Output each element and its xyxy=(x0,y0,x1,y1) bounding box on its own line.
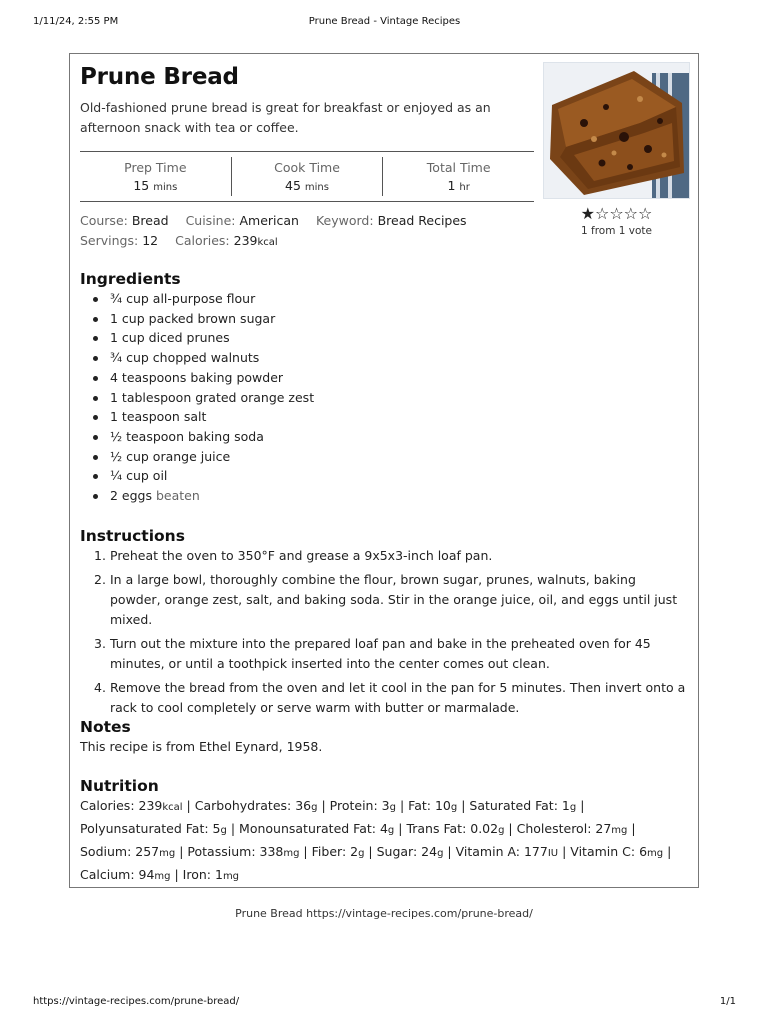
nutrition-value: 1 xyxy=(561,798,570,813)
nutrition-value: 36 xyxy=(295,798,312,813)
nutrition-value: 257 xyxy=(135,844,160,859)
total-time-value: 1 xyxy=(447,178,456,193)
ingredient-item: 1 tablespoon grated orange zest xyxy=(80,388,560,408)
instruction-step: 4. Remove the bread from the oven and let it cool in the pan for 5 minutes. Then invert onto a rack to cool completely or serve warm with butter or marmalade. xyxy=(94,680,686,715)
recipe-meta xyxy=(80,211,540,253)
nutrition-unit: g xyxy=(450,802,458,813)
cook-time-value: 45 xyxy=(285,178,301,193)
nutrition-item: Monounsaturated Fat: 4g xyxy=(239,821,395,836)
nutrition-unit: mg xyxy=(611,825,628,836)
nutrition-label: Monounsaturated Fat xyxy=(239,821,372,836)
nutrition-item: Vitamin A: 177IU xyxy=(455,844,559,859)
nutrition-item: Cholesterol: 27mg xyxy=(516,821,628,836)
keyword-label: Keyword: xyxy=(315,213,374,228)
nutrition-label: Sugar xyxy=(376,844,413,859)
ingredient-item: 1 cup packed brown sugar xyxy=(80,309,560,329)
source-line: Prune Bread https://vintage-recipes.com/prune-bread/ xyxy=(235,907,533,920)
print-page-title: Prune Bread - Vintage Recipes xyxy=(308,16,461,27)
nutrition-label: Protein xyxy=(329,798,374,813)
nutrition-label: Calories xyxy=(80,798,131,813)
nutrition-facts: Calories: 239kcal | Carbohydrates: 36g | Protein: 3g | Fat: 10g | Saturated Fat: 1g | Polyunsaturated Fat: 5g | Monounsaturated Fat: 4g | Trans Fat: 0.02g | Cholesterol: 27mg | Sodium: 257mg | Potassium: 338mg | Fiber: 2g | Sugar: 24g | Vitamin A: 177IU | Vitamin C: 6mg | Calcium: 94mg | Iron: 1mg xyxy=(80,798,672,882)
print-datetime: 1/11/24, 2:55 PM xyxy=(33,16,119,27)
nutrition-unit: g xyxy=(387,825,395,836)
instruction-step: 2. In a large bowl, thoroughly combine the flour, brown sugar, prunes, walnuts, baking powder, orange zest, salt, and baking soda. Stir in the orange juice, oil, and eggs until just mixed. xyxy=(94,572,678,627)
nutrition-item: Iron: 1mg xyxy=(182,867,240,882)
print-header xyxy=(33,16,736,30)
nutrition-label: Potassium xyxy=(187,844,252,859)
rating-count: 1 from 1 vote xyxy=(580,225,653,237)
instructions-heading: Instructions xyxy=(80,527,185,545)
nutrition-value: 5 xyxy=(212,821,221,836)
servings-label: Servings: xyxy=(80,233,139,248)
print-footer xyxy=(33,996,736,1010)
recipe-rating xyxy=(543,205,690,237)
prune-bread-photo xyxy=(544,63,690,199)
ingredients-list xyxy=(80,289,560,506)
ingredient-item: ¼ cup oil xyxy=(80,466,560,486)
nutrition-unit: IU xyxy=(547,848,559,859)
nutrition-item: Vitamin C: 6mg xyxy=(570,844,664,859)
calories-unit: kcal xyxy=(257,237,278,248)
nutrition-value: 239 xyxy=(138,798,163,813)
nutrition-heading: Nutrition xyxy=(80,777,159,795)
prep-time-label: Prep Time xyxy=(124,160,187,175)
cook-time-unit: mins xyxy=(304,182,329,193)
course-label: Course: xyxy=(80,213,128,228)
nutrition-value: 3 xyxy=(381,798,390,813)
nutrition-label: Sodium xyxy=(80,844,128,859)
nutrition-unit: mg xyxy=(283,848,300,859)
nutrition-item: Calcium: 94mg xyxy=(80,867,171,882)
ingredient-item: 1 teaspoon salt xyxy=(80,407,560,427)
calories-label: Calories: xyxy=(175,233,230,248)
ingredient-note: beaten xyxy=(155,488,200,504)
nutrition-item: Trans Fat: 0.02g xyxy=(406,821,505,836)
nutrition-value: 94 xyxy=(138,867,155,882)
print-page-number: 1/1 xyxy=(719,996,736,1007)
total-time xyxy=(382,157,534,196)
calories-value: 239 xyxy=(233,233,258,248)
nutrition-item: Fat: 10g xyxy=(408,798,458,813)
ingredient-item: 1 cup diced prunes xyxy=(80,328,560,348)
nutrition-label: Calcium xyxy=(80,867,131,882)
nutrition-label: Fiber xyxy=(311,844,342,859)
print-url: https://vintage-recipes.com/prune-bread/ xyxy=(33,996,240,1007)
nutrition-value: 27 xyxy=(595,821,612,836)
recipe-summary: Old-fashioned prune bread is great for breakfast or enjoyed as an afternoon snack with tea or coffee. xyxy=(80,100,491,135)
nutrition-label: Saturated Fat xyxy=(469,798,554,813)
nutrition-item: Sodium: 257mg xyxy=(80,844,176,859)
ingredients-heading: Ingredients xyxy=(80,270,181,288)
nutrition-unit: g xyxy=(389,802,396,813)
nutrition-item: Saturated Fat: 1g xyxy=(469,798,577,813)
nutrition-value: 10 xyxy=(434,798,451,813)
cuisine-label: Cuisine: xyxy=(185,213,236,228)
nutrition-unit: mg xyxy=(159,848,176,859)
nutrition-unit: g xyxy=(311,802,318,813)
notes-text: This recipe is from Ethel Eynard, 1958. xyxy=(80,739,323,754)
nutrition-unit: g xyxy=(569,802,577,813)
ingredient-item: 2 eggs beaten xyxy=(80,486,560,506)
notes-heading: Notes xyxy=(80,718,131,736)
ingredient-item: ½ teaspoon baking soda xyxy=(80,427,560,447)
nutrition-item: Potassium: 338mg xyxy=(187,844,300,859)
instructions-list xyxy=(80,546,686,722)
ingredient-item: ½ cup orange juice xyxy=(80,447,560,467)
nutrition-unit: g xyxy=(437,848,444,859)
ingredient-item: ¾ cup all-purpose flour xyxy=(80,289,560,309)
nutrition-item: Fiber: 2g xyxy=(311,844,365,859)
prep-time xyxy=(80,152,231,201)
nutrition-label: Trans Fat xyxy=(406,821,463,836)
prep-time-unit: mins xyxy=(153,182,178,193)
nutrition-item: Calories: 239kcal xyxy=(80,798,183,813)
nutrition-value: 0.02 xyxy=(470,821,499,836)
nutrition-value: 177 xyxy=(523,844,548,859)
recipe-card xyxy=(69,53,699,888)
nutrition-unit: g xyxy=(358,848,365,859)
total-time-label: Total Time xyxy=(426,160,491,175)
nutrition-label: Vitamin A xyxy=(455,844,516,859)
ingredient-item: 4 teaspoons baking powder xyxy=(80,368,560,388)
nutrition-item: Polyunsaturated Fat: 5g xyxy=(80,821,227,836)
nutrition-value: 6 xyxy=(639,844,648,859)
nutrition-value: 2 xyxy=(350,844,359,859)
nutrition-unit: kcal xyxy=(162,802,183,813)
nutrition-unit: mg xyxy=(647,848,664,859)
nutrition-label: Carbohydrates xyxy=(194,798,288,813)
star-rating-icon[interactable]: ★☆☆☆☆ xyxy=(580,204,653,223)
nutrition-value: 24 xyxy=(421,844,438,859)
ingredient-item: ¾ cup chopped walnuts xyxy=(80,348,560,368)
nutrition-item: Carbohydrates: 36g xyxy=(194,798,318,813)
nutrition-unit: g xyxy=(498,825,505,836)
nutrition-label: Iron xyxy=(182,867,207,882)
nutrition-label: Fat xyxy=(408,798,427,813)
nutrition-unit: mg xyxy=(222,871,240,882)
cuisine-value: American xyxy=(239,213,299,228)
nutrition-value: 1 xyxy=(214,867,223,882)
recipe-times xyxy=(80,151,534,202)
prep-time-value: 15 xyxy=(133,178,150,193)
total-time-unit: hr xyxy=(459,182,470,193)
nutrition-unit: g xyxy=(220,825,227,836)
nutrition-unit: mg xyxy=(154,871,171,882)
instruction-step: 1. Preheat the oven to 350°F and grease a 9x5x3-inch loaf pan. xyxy=(94,548,493,563)
nutrition-label: Polyunsaturated Fat xyxy=(80,821,205,836)
keyword-value: Bread Recipes xyxy=(377,213,467,228)
cook-time-label: Cook Time xyxy=(274,160,340,175)
cook-time xyxy=(231,157,383,196)
servings-value[interactable]: 12 xyxy=(142,233,159,248)
nutrition-label: Cholesterol xyxy=(516,821,588,836)
nutrition-value: 4 xyxy=(379,821,388,836)
recipe-image xyxy=(543,62,690,199)
nutrition-item: Sugar: 24g xyxy=(376,844,444,859)
nutrition-label: Vitamin C xyxy=(570,844,631,859)
nutrition-item: Protein: 3g xyxy=(329,798,396,813)
recipe-title: Prune Bread xyxy=(80,64,239,90)
nutrition-value: 338 xyxy=(259,844,284,859)
course-value: Bread xyxy=(131,213,169,228)
instruction-step: 3. Turn out the mixture into the prepared loaf pan and bake in the preheated oven for 45 minutes, or until a toothpick inserted into the center comes out clean. xyxy=(94,636,651,671)
